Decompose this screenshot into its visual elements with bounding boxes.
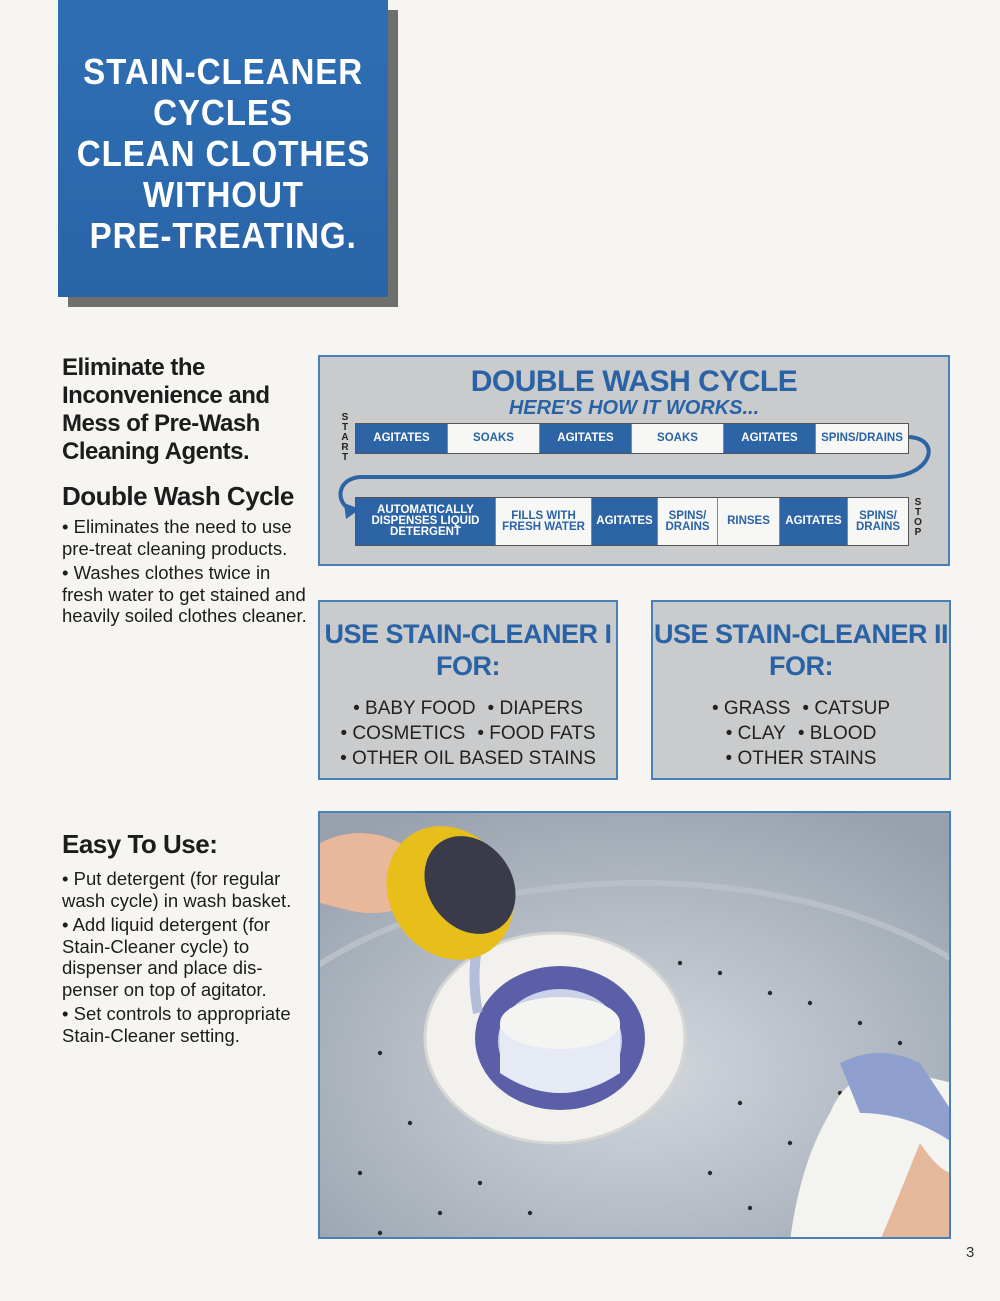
double-wash-subheading: Double Wash Cycle — [62, 481, 294, 511]
cycle-step: SPINS/DRAINS — [816, 424, 908, 453]
hero-line: CYCLES — [153, 92, 293, 133]
box-title-line: FOR: — [436, 651, 500, 681]
stain-item: • CATSUP — [802, 698, 891, 719]
intro-heading-line: Mess of Pre-Wash — [62, 410, 260, 437]
hero-line: STAIN-CLEANER — [83, 51, 363, 92]
easy-heading: Easy To Use: — [62, 829, 218, 859]
cycle-step: AGITATES — [356, 424, 448, 453]
stain-item: • OTHER STAINS — [725, 748, 877, 769]
stain-cleaner-2-box — [651, 600, 951, 780]
cycle-step: RINSES — [718, 498, 780, 545]
cycle-step: FILLS WITH FRESH WATER — [496, 498, 592, 545]
stain-item: • BLOOD — [797, 723, 877, 744]
intro-heading — [62, 354, 322, 466]
cycle-step: SOAKS — [448, 424, 540, 453]
list-item: • Add liquid detergent (for Stain-Cleaner cycle) to dispenser and place dis-penser on top of agitator. — [62, 914, 271, 1000]
stain-item: • BABY FOOD — [353, 698, 476, 719]
dwc-title: DOUBLE WASH CYCLE — [470, 365, 798, 398]
hero-line: WITHOUT — [142, 174, 304, 215]
cycle-step: AGITATES — [724, 424, 816, 453]
stain-cleaner-2-title — [653, 618, 949, 682]
easy-bullets — [62, 868, 307, 1049]
cycle-step: AGITATES — [592, 498, 658, 545]
list-item: • Set controls to appropriate Stain-Cleaner setting. — [62, 1003, 291, 1046]
box-title-line: FOR: — [769, 651, 833, 681]
vertical-letter: T — [914, 507, 922, 518]
double-wash-cycle-panel — [318, 355, 950, 566]
stain-item: • DIAPERS — [487, 698, 583, 719]
vertical-letter: P — [914, 527, 922, 538]
double-wash-bullets — [62, 516, 307, 630]
cycle-step: AUTOMATICALLY DISPENSES LIQUID DETERGENT — [356, 498, 496, 545]
stain-item: • GRASS — [711, 698, 791, 719]
intro-heading-line: Eliminate the — [62, 354, 205, 381]
box-title-line: USE STAIN-CLEANER II — [653, 619, 948, 649]
list-item: • Washes clothes twice in fresh water to get stained and heavily soiled clothes cleaner. — [62, 562, 307, 626]
vertical-letter: S — [341, 412, 349, 423]
hero-banner — [58, 0, 388, 297]
cycle-step: SOAKS — [632, 424, 724, 453]
vertical-letter: R — [341, 442, 349, 453]
list-item: • Eliminates the need to use pre-treat cleaning products. — [62, 516, 292, 559]
stain-cleaner-2-items — [653, 696, 949, 771]
washer-illustration — [320, 813, 951, 1239]
stain-cleaner-1-items — [320, 696, 616, 771]
vertical-letter: T — [341, 452, 349, 463]
page-number: 3 — [966, 1244, 975, 1261]
box-title-line: USE STAIN-CLEANER I — [324, 619, 612, 649]
cycle-step: AGITATES — [780, 498, 848, 545]
washer-photo — [318, 811, 951, 1239]
stain-item: • FOOD FATS — [477, 723, 596, 744]
stain-cleaner-1-box — [318, 600, 618, 780]
stain-item: • COSMETICS — [340, 723, 466, 744]
vertical-letter: S — [914, 497, 922, 508]
stain-item: • OTHER OIL BASED STAINS — [340, 748, 596, 769]
cycle-row-2 — [355, 497, 909, 546]
cycle-row-1 — [355, 423, 909, 454]
stain-cleaner-1-title — [320, 618, 616, 682]
list-item: • Put detergent (for regular wash cycle) in wash basket. — [62, 868, 292, 911]
cycle-step: SPINS/ DRAINS — [658, 498, 718, 545]
cycle-step: AGITATES — [540, 424, 632, 453]
vertical-letter: A — [341, 432, 349, 443]
stain-item: • CLAY — [725, 723, 786, 744]
cycle-step: SPINS/ DRAINS — [848, 498, 908, 545]
hero-line: PRE-TREATING. — [89, 215, 357, 256]
hero-line: CLEAN CLOTHES — [76, 133, 370, 174]
dwc-subtitle: HERE'S HOW IT WORKS... — [508, 397, 760, 419]
vertical-letter: O — [914, 517, 922, 528]
intro-heading-line: Cleaning Agents. — [62, 438, 250, 465]
intro-heading-line: Inconvenience and — [62, 382, 270, 409]
vertical-letter: T — [341, 422, 349, 433]
